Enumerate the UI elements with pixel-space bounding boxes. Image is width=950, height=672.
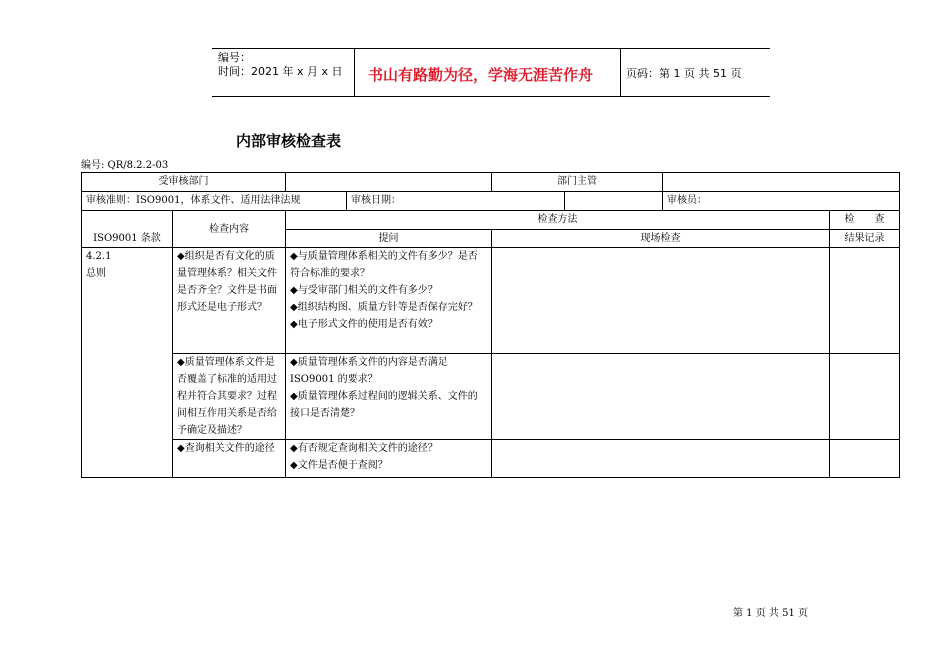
result-cell[interactable] — [830, 440, 900, 478]
clause-cell — [82, 248, 173, 478]
question-item: ◆文件是否便于查阅？ — [290, 460, 388, 471]
dept-head-label: 部门主管 — [492, 173, 663, 192]
onsite-cell[interactable] — [492, 440, 830, 478]
col-header-clause: ISO9001 条款 — [82, 211, 173, 248]
col-header-method: 检查方法 — [286, 211, 830, 230]
header-motto: 书山有路勤为径，学海无涯苦作舟 — [368, 66, 594, 84]
header-number-label: 编号： — [218, 51, 251, 64]
question-item: ◆与质量管理体系相关的文件有多少？是否符合标准的要求？ — [290, 251, 478, 279]
header-divider-left — [354, 48, 355, 97]
question-item: ◆质量管理体系文件的内容是否满足ISO9001 的要求？ — [290, 357, 448, 385]
result-cell[interactable] — [830, 354, 900, 440]
content-cell: ◆质量管理体系文件是否覆盖了标准的适用过程并符合其要求？过程间相互作用关系是否给予确定及描述？ — [173, 354, 286, 440]
doc-number: 编号: QR/8.2.2-03 — [81, 160, 169, 171]
col-header-content: 检查内容 — [173, 211, 286, 248]
col-header-result-1: 检 查 — [830, 211, 900, 230]
question-item: ◆与受审部门相关的文件有多少？ — [290, 285, 438, 296]
question-item: ◆组织结构图、质量方针等是否保存完好？ — [290, 302, 478, 313]
auditor: 审核员： — [663, 192, 900, 211]
audit-date-value[interactable] — [565, 192, 663, 211]
clause-name: 总则 — [86, 268, 106, 279]
audit-date: 审核日期： — [347, 192, 565, 211]
dept-head-value[interactable] — [663, 173, 900, 192]
header-bottom-rule — [212, 96, 770, 97]
audited-dept-label: 受审核部门 — [82, 173, 286, 192]
col-header-onsite: 现场检查 — [492, 230, 830, 248]
audit-checklist-table — [81, 172, 900, 478]
clause-number: 4.2.1 — [86, 251, 112, 262]
header-time-label: 时间：2021 年 x 月 x 日 — [218, 65, 343, 78]
question-item: ◆质量管理体系过程间的逻辑关系、文件的接口是否清楚？ — [290, 391, 478, 419]
header-page-label: 页码：第 1 页 共 51 页 — [626, 67, 742, 80]
audit-criteria: 审核准则：ISO9001，体系文件、适用法律法规 — [82, 192, 347, 211]
result-cell[interactable] — [830, 248, 900, 354]
col-header-question: 提问 — [286, 230, 492, 248]
question-cell — [286, 248, 492, 354]
question-cell — [286, 354, 492, 440]
audited-dept-value[interactable] — [286, 173, 492, 192]
content-cell: ◆组织是否有文化的质量管理体系？相关文件是否齐全？文件是书面形式还是电子形式？ — [173, 248, 286, 354]
content-cell: ◆查询相关文件的途径 — [173, 440, 286, 478]
question-item: ◆电子形式文件的使用是否有效？ — [290, 319, 438, 330]
onsite-cell[interactable] — [492, 354, 830, 440]
page-title: 内部审核检查表 — [236, 132, 342, 150]
onsite-cell[interactable] — [492, 248, 830, 354]
page-footer: 第 1 页 共 51 页 — [733, 608, 808, 619]
header-divider-right — [620, 48, 621, 97]
header-top-rule — [212, 48, 770, 49]
col-header-result-2: 结果记录 — [830, 230, 900, 248]
question-item: ◆有否规定查询相关文件的途径？ — [290, 443, 438, 454]
question-cell — [286, 440, 492, 478]
